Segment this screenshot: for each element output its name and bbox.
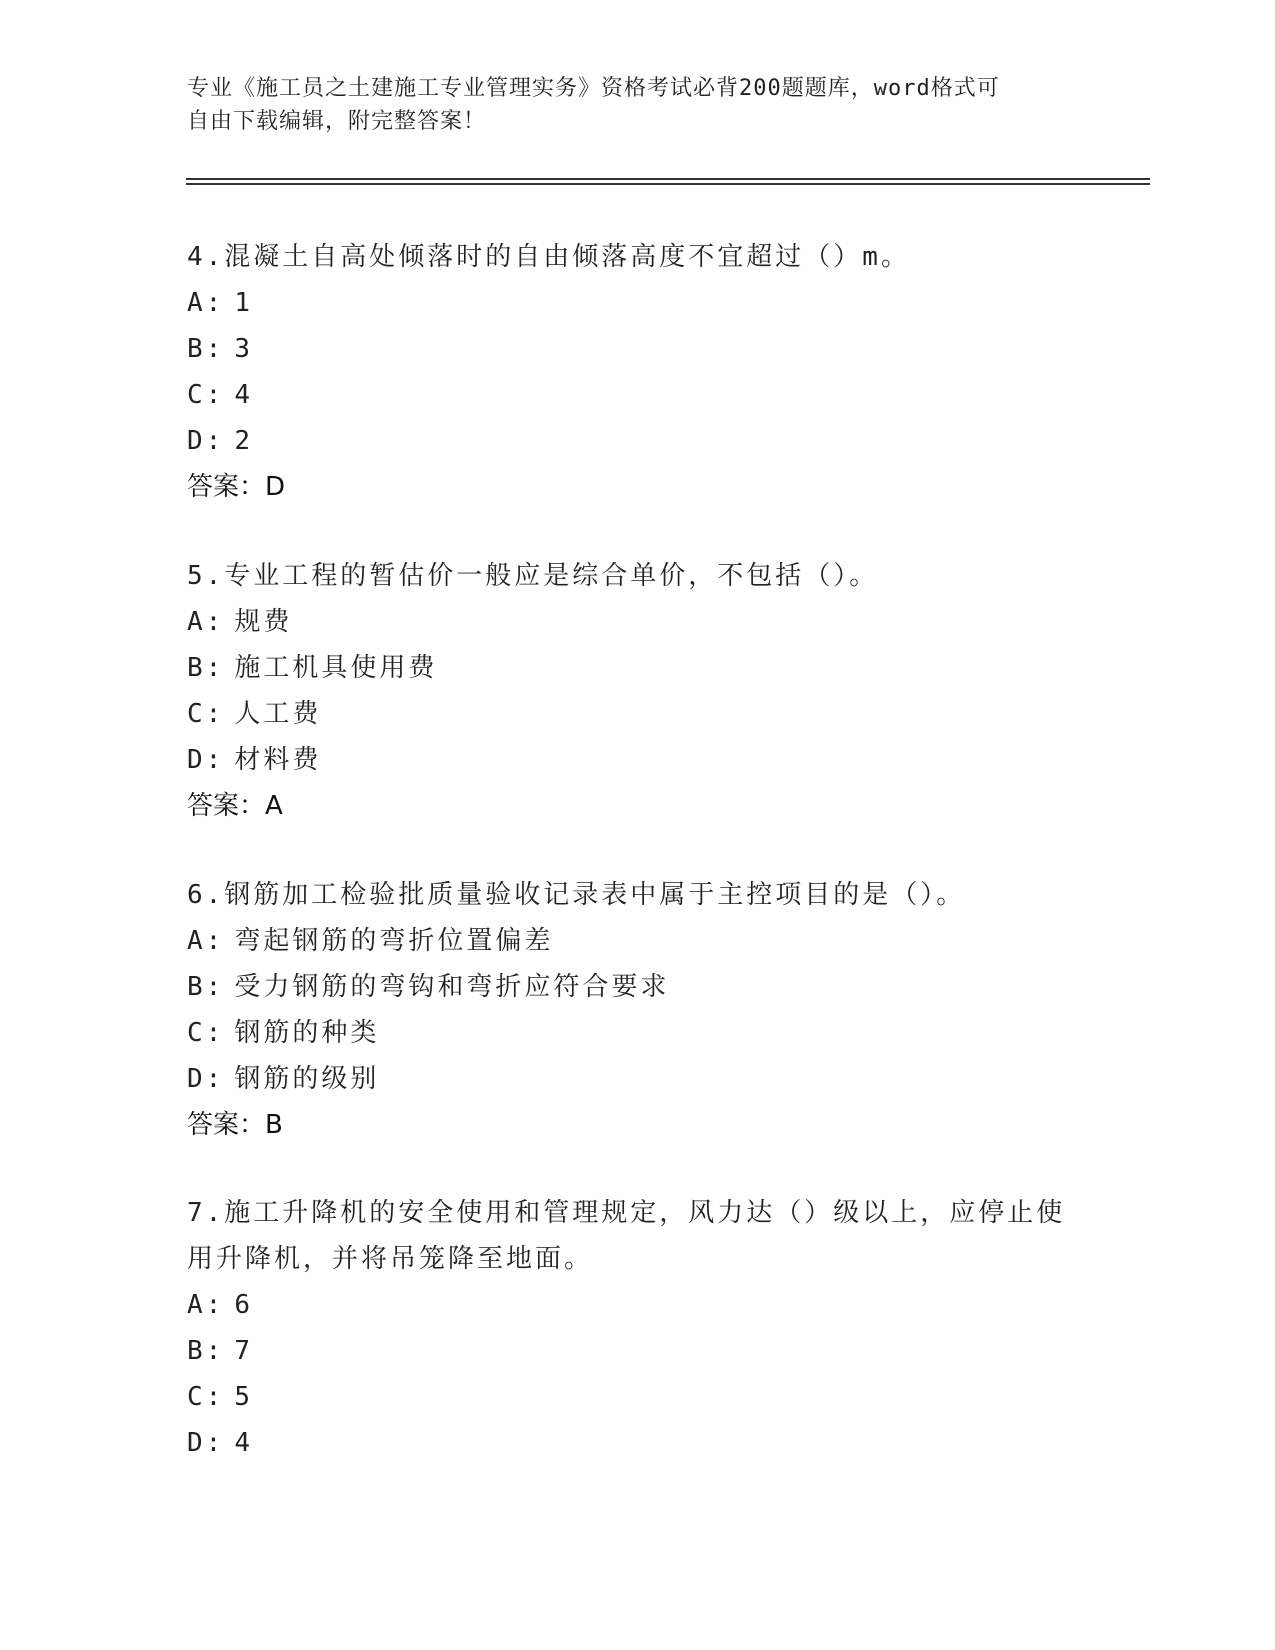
- option-key: D:: [187, 426, 225, 456]
- option-b: [187, 964, 1067, 1010]
- option-key: C:: [187, 380, 225, 410]
- option-text: 4: [234, 1428, 253, 1458]
- option-b: [187, 326, 1067, 372]
- option-c: [187, 372, 1067, 418]
- option-c: [187, 1374, 1067, 1420]
- option-text: 3: [234, 334, 253, 364]
- header-divider-top: [186, 178, 1150, 180]
- question-4: [187, 234, 1067, 510]
- header-divider-bottom: [186, 183, 1150, 185]
- option-a: [187, 280, 1067, 326]
- question-stem: 4.混凝土自高处倾落时的自由倾落高度不宜超过（）m。: [187, 242, 910, 272]
- option-key: A:: [187, 926, 225, 956]
- option-d: [187, 1056, 1067, 1102]
- header-line-2: 自由下载编辑，附完整答案！: [187, 109, 487, 134]
- option-text: 1: [234, 288, 253, 318]
- option-text: 7: [234, 1336, 253, 1366]
- option-c: [187, 1010, 1067, 1056]
- option-key: D:: [187, 1428, 225, 1458]
- option-key: B:: [187, 334, 225, 364]
- option-key: A:: [187, 288, 225, 318]
- option-key: D:: [187, 745, 225, 775]
- question-stem-line-1: 7.施工升降机的安全使用和管理规定，风力达（）级以上，应停止使: [187, 1198, 1066, 1228]
- option-text: 5: [234, 1382, 253, 1412]
- option-b: [187, 1328, 1067, 1374]
- option-text: 材料费: [234, 745, 322, 775]
- option-text: 钢筋的种类: [234, 1018, 380, 1048]
- option-text: 施工机具使用费: [234, 653, 438, 683]
- option-c: [187, 691, 1067, 737]
- option-text: 2: [234, 426, 253, 456]
- option-key: A:: [187, 1290, 225, 1320]
- question-7: [187, 1190, 1067, 1466]
- option-text: 人工费: [234, 699, 322, 729]
- option-a: [187, 918, 1067, 964]
- question-stem: 5.专业工程的暂估价一般应是综合单价，不包括（）。: [187, 561, 879, 591]
- option-text: 6: [234, 1290, 253, 1320]
- option-b: [187, 645, 1067, 691]
- option-a: [187, 599, 1067, 645]
- option-key: B:: [187, 972, 225, 1002]
- option-text: 规费: [234, 607, 293, 637]
- question-stem: 6.钢筋加工检验批质量验收记录表中属于主控项目的是（）。: [187, 880, 966, 910]
- option-key: B:: [187, 653, 225, 683]
- option-a: [187, 1282, 1067, 1328]
- document-header: [187, 72, 1067, 138]
- answer-label: 答案：B: [187, 1110, 283, 1140]
- header-line-1: 专业《施工员之土建施工专业管理实务》资格考试必背200题题库，word格式可: [187, 76, 1000, 101]
- option-text: 4: [234, 380, 253, 410]
- option-text: 受力钢筋的弯钩和弯折应符合要求: [234, 972, 670, 1002]
- option-text: 弯起钢筋的弯折位置偏差: [234, 926, 554, 956]
- option-d: [187, 418, 1067, 464]
- question-5: [187, 553, 1067, 829]
- option-key: C:: [187, 1382, 225, 1412]
- option-key: C:: [187, 1018, 225, 1048]
- option-d: [187, 737, 1067, 783]
- option-d: [187, 1420, 1067, 1466]
- option-key: C:: [187, 699, 225, 729]
- option-key: B:: [187, 1336, 225, 1366]
- question-6: [187, 872, 1067, 1148]
- question-stem-line-2: 用升降机，并将吊笼降至地面。: [187, 1244, 594, 1274]
- answer-label: 答案：D: [187, 472, 286, 502]
- option-key: A:: [187, 607, 225, 637]
- option-key: D:: [187, 1064, 225, 1094]
- option-text: 钢筋的级别: [234, 1064, 380, 1094]
- answer-label: 答案：A: [187, 791, 283, 821]
